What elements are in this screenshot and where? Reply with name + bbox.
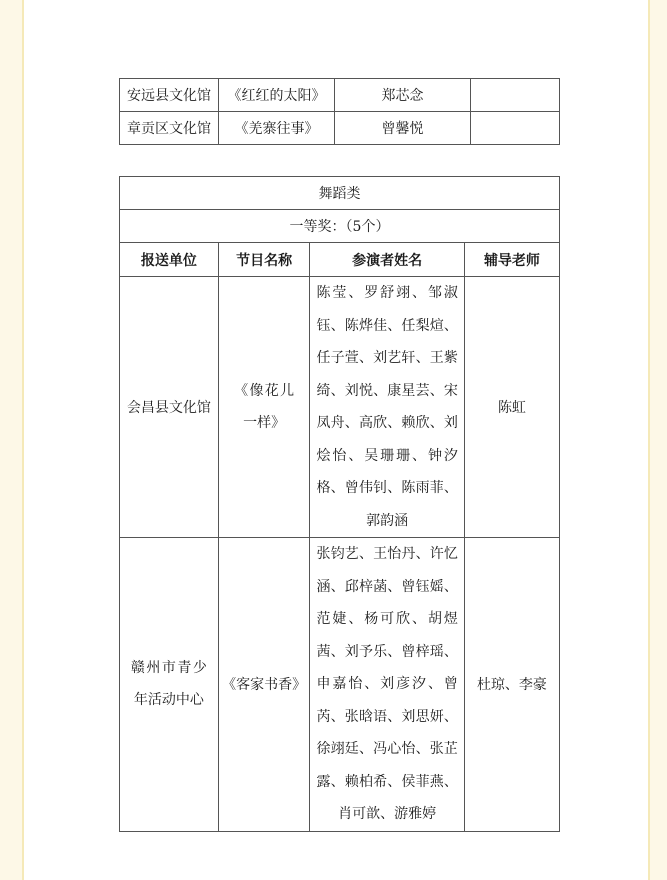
teacher-cell: 杜琼、李豪 (464, 538, 559, 832)
unit-cell: 会昌县文化馆 (120, 277, 219, 538)
unit-cell: 赣州市青少年活动中心 (130, 660, 207, 709)
table-row (120, 277, 560, 538)
teacher-cell (471, 79, 560, 112)
category-row (120, 177, 560, 210)
table-row (120, 538, 560, 832)
program-cell: 《红红的太阳》 (219, 79, 335, 112)
prize-row (120, 210, 560, 243)
unit-cell: 安远县文化馆 (120, 79, 219, 112)
program-cell: 《客家书香》 (218, 538, 310, 832)
prize-title: 一等奖：（5个） (120, 210, 560, 243)
header-unit: 报送单位 (120, 243, 219, 277)
program-cell: 《羌寨往事》 (219, 112, 335, 145)
performer-cell: 郑芯念 (335, 79, 471, 112)
unit-cell: 章贡区文化馆 (120, 112, 219, 145)
table-row (120, 79, 560, 112)
header-teacher: 辅导老师 (464, 243, 559, 277)
previous-awards-table (119, 78, 560, 145)
performer-cell: 曾馨悦 (335, 112, 471, 145)
performers-cell: 陈莹、罗舒翊、邹淑钰、陈烨佳、任梨煊、任子萱、刘艺轩、王紫绮、刘悦、康星芸、宋凤舟、高欣、赖欣、刘烩怡、吴珊珊、钟汐格、曾伟钊、陈雨菲、郭韵涵 (316, 285, 458, 529)
header-performers: 参演者姓名 (310, 243, 464, 277)
performers-cell: 张钧艺、王怡丹、许忆涵、邱梓菡、曾钰媱、范婕、杨可欣、胡煜茜、刘予乐、曾梓瑶、申嘉怡、刘彦汐、曾芮、张晗语、刘思妍、徐翊廷、冯心怡、张芷露、赖柏希、侯菲燕、肖可歆、游雅婷 (316, 546, 458, 822)
program-cell: 《像花儿一样》 (234, 383, 295, 431)
document-page (22, 0, 650, 880)
teacher-cell (471, 112, 560, 145)
teacher-cell: 陈虹 (464, 277, 559, 538)
category-title: 舞蹈类 (120, 177, 560, 210)
table-row (120, 112, 560, 145)
dance-awards-table (119, 176, 560, 832)
header-program: 节目名称 (218, 243, 310, 277)
header-row (120, 243, 560, 277)
